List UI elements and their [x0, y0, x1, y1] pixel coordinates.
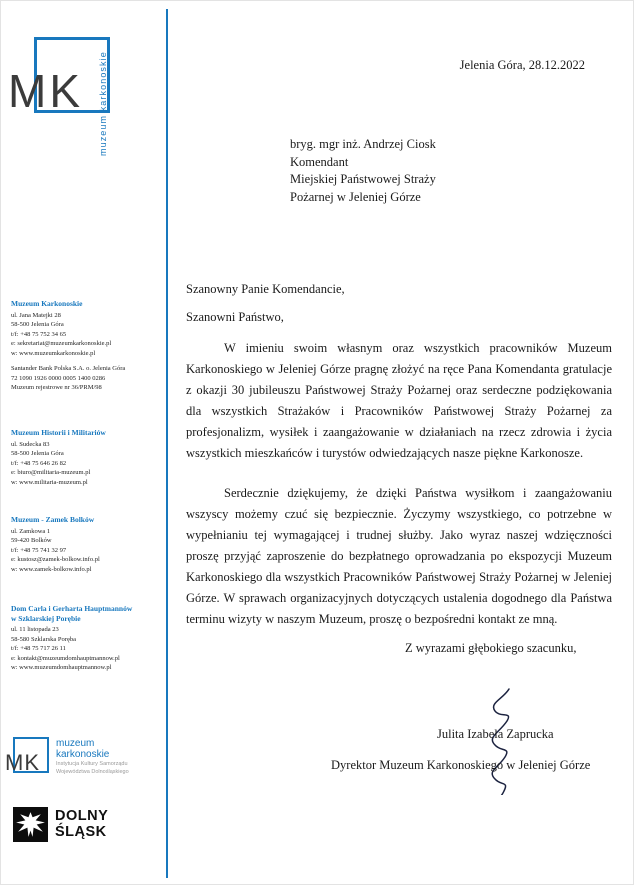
contact-block-title: Dom Carla i Gerharta Hauptmannów	[11, 604, 133, 613]
address-line: 58-580 Szklarska Poręba	[11, 635, 76, 643]
region-line: ŚLĄSK	[55, 823, 107, 840]
address-line: 58-500 Jelenia Góra	[11, 321, 64, 328]
contact-block-bank	[11, 364, 163, 393]
eagle-icon	[13, 807, 48, 842]
recipient-line: Miejskiej Państwowej Straży	[290, 172, 436, 186]
website-line: w: www.muzeumdomhauptmannow.pl	[11, 664, 112, 671]
dolny-slask-emblem	[13, 807, 48, 842]
address-line: ul. Zamkowa 1	[11, 527, 51, 535]
signer-title: Dyrektor Muzeum Karkonoskiego w Jeleniej Górze	[331, 758, 591, 772]
website-line: w: www.muzeumkarkonoskie.pl	[11, 349, 96, 357]
logo-vertical-label: muzeum karkonoskie	[98, 51, 108, 156]
footer-sub-line: Instytucja Kultury Samorządu	[56, 761, 128, 767]
dateline: Jelenia Góra, 28.12.2022	[459, 58, 585, 72]
salutation-1: Szanowny Panie Komendancie,	[186, 282, 345, 296]
bank-account-line: 72 1090 1926 0000 0005 1400 0286	[11, 374, 106, 382]
contact-block-title: Muzeum - Zamek Bolków	[11, 515, 95, 524]
email-line: e: kustosz@zamek-bolkow.info.pl	[11, 556, 100, 563]
letter-body	[186, 282, 612, 649]
website-line: w: www.zamek-bolkow.info.pl	[11, 565, 92, 573]
contact-block-muzeum-karkonoskie	[11, 299, 163, 358]
contact-block-dom-hauptmannow	[11, 604, 163, 673]
paragraph-1: W imieniu swoim własnym oraz wszystkich pracowników Muzeum Karkonoskiego w Jeleniej Górze pragnę złożyć na ręce Pana Komendanta gratulacje z okazji 30 jubileuszu Państwowej Straży Pożarnej oraz serdeczne podziękowania dla wszystkich Strażaków i Pracowników Państwowej Straży Pożarnej za profesjonalizm, wysiłek i zaangażowanie w działaniach na rzecz zdrowia i życia wszystkich mieszkańców i turystów odwiedzających nasze piękne Karkonosze.	[186, 341, 612, 460]
region-line: DOLNY	[55, 808, 109, 824]
phone-line: t/f: +48 75 752 34 65	[11, 330, 67, 338]
email-line: e: kontakt@muzeumdomhauptmannow.pl	[11, 654, 120, 662]
recipient-line: Pożarnej w Jeleniej Górze	[290, 189, 421, 204]
footer-logo-mk-monogram: MK	[5, 750, 40, 775]
recipient-block	[290, 136, 436, 206]
phone-line: t/f: +48 75 741 32 97	[11, 546, 67, 554]
logo-mk-monogram: MK	[8, 65, 83, 117]
contact-block-title: Muzeum Karkonoskie	[11, 299, 83, 308]
address-line: ul. Sudecka 83	[11, 440, 50, 448]
registry-line: Muzeum rejestrowe nr 36/PRM/98	[11, 384, 102, 391]
salutation-2: Szanowni Państwo,	[186, 310, 284, 324]
address-line: 58-500 Jelenia Góra	[11, 450, 64, 457]
phone-line: t/f: +48 75 646 26 82	[11, 459, 67, 467]
signer-name: Julita Izabela Zaprucka	[437, 727, 554, 741]
bank-name-line: Santander Bank Polska S.A. o. Jelenia Góra	[11, 365, 126, 372]
closing-phrase: Z wyrazami głębokiego szacunku,	[405, 641, 577, 655]
contact-block-title: Muzeum Historii i Militariów	[11, 428, 106, 437]
footer-sub-line: Województwa Dolnośląskiego	[56, 768, 129, 775]
address-line: 59-420 Bolków	[11, 537, 52, 544]
contact-block-militaria	[11, 428, 163, 487]
contact-block-title-line2: w Szklarskiej Porębie	[11, 613, 81, 623]
address-line: ul. Jana Matejki 28	[11, 311, 61, 319]
address-line: ul. 11 listopada 23	[11, 626, 59, 633]
recipient-line: Komendant	[290, 154, 349, 169]
website-line: w: www.militaria-muzeum.pl	[11, 478, 88, 486]
email-line: e: biuro@militaria-muzeum.pl	[11, 469, 91, 476]
recipient-line: bryg. mgr inż. Andrzej Ciosk	[290, 137, 436, 151]
dolny-slask-wordmark	[55, 809, 108, 840]
vertical-divider	[166, 9, 168, 878]
footer-brand-line: karkonoskie	[56, 749, 110, 760]
footer-brand-line: muzeum	[56, 738, 95, 749]
paragraph-2: Serdecznie dziękujemy, że dzięki Państwa wysiłkom i zaangażowaniu wszyscy możemy czuć się bezpiecznie. Życzymy wszystkiego, co potrzebne w wypełnianiu tej wymagającej i trudnej służby. Jako wyraz naszej wdzięczności proszę przyjąć zaproszenie do bezpłatnego oprowadzania po ekspozycji Muzeum Karkonoskiego dla wszystkich Pracowników Państwowej Straży Pożarnej w Jeleniej Górze. W sprawach organizacyjnych dotyczących ustalenia dogodnego dla Państwa terminu wizyty w naszym Muzeum, proszę o bezpośredni kontakt ze mną.	[186, 486, 612, 626]
phone-line: t/f: +48 75 717 26 11	[11, 645, 66, 652]
contact-block-zamek-bolkow	[11, 515, 163, 574]
footer-logo-text	[56, 738, 129, 775]
email-line: e: sekretariat@muzeumkarkonoskie.pl	[11, 340, 112, 347]
